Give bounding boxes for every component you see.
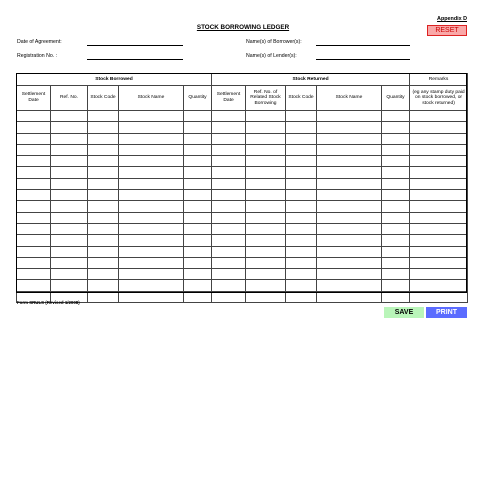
table-cell[interactable] xyxy=(212,246,246,257)
table-cell[interactable] xyxy=(51,269,88,280)
table-cell[interactable] xyxy=(88,201,119,212)
table-row xyxy=(17,111,468,122)
table-cell[interactable] xyxy=(286,212,317,223)
table-cell[interactable] xyxy=(317,178,382,189)
table-cell[interactable] xyxy=(212,133,246,144)
table-cell[interactable] xyxy=(88,280,119,291)
table-cell[interactable] xyxy=(212,190,246,201)
table-cell[interactable] xyxy=(119,133,184,144)
table-cell[interactable] xyxy=(410,269,468,280)
lenders-label: Name(s) of Lender(s): xyxy=(246,53,297,59)
table-row xyxy=(17,167,468,178)
table-cell[interactable] xyxy=(119,190,184,201)
table-cell[interactable] xyxy=(88,178,119,189)
col-borrowed-quantity: Quantity xyxy=(184,86,212,111)
table-cell[interactable] xyxy=(410,133,468,144)
table-cell[interactable] xyxy=(382,280,410,291)
table-cell[interactable] xyxy=(410,201,468,212)
table-cell[interactable] xyxy=(184,235,212,246)
table-cell[interactable] xyxy=(184,201,212,212)
table-cell[interactable] xyxy=(410,144,468,155)
table-cell[interactable] xyxy=(246,144,286,155)
table-cell[interactable] xyxy=(286,111,317,122)
table-cell[interactable] xyxy=(184,212,212,223)
table-row xyxy=(17,144,468,155)
table-cell[interactable] xyxy=(382,201,410,212)
table-cell[interactable] xyxy=(51,144,88,155)
table-cell[interactable] xyxy=(286,246,317,257)
table-cell[interactable] xyxy=(184,122,212,133)
table-cell[interactable] xyxy=(88,257,119,268)
table-cell[interactable] xyxy=(184,223,212,234)
table-cell[interactable] xyxy=(246,280,286,291)
table-cell[interactable] xyxy=(184,111,212,122)
table-cell[interactable] xyxy=(246,122,286,133)
table-cell[interactable] xyxy=(246,190,286,201)
table-cell[interactable] xyxy=(184,167,212,178)
table-cell[interactable] xyxy=(212,201,246,212)
table-cell[interactable] xyxy=(119,111,184,122)
table-cell[interactable] xyxy=(51,122,88,133)
table-cell[interactable] xyxy=(410,111,468,122)
table-cell[interactable] xyxy=(212,291,246,302)
column-header-row xyxy=(17,86,468,111)
table-row xyxy=(17,178,468,189)
table-cell[interactable] xyxy=(317,223,382,234)
table-cell[interactable] xyxy=(286,291,317,302)
table-cell[interactable] xyxy=(17,144,51,155)
table-cell[interactable] xyxy=(17,246,51,257)
table-cell[interactable] xyxy=(212,156,246,167)
table-cell[interactable] xyxy=(184,291,212,302)
table-cell[interactable] xyxy=(184,178,212,189)
table-cell[interactable] xyxy=(184,280,212,291)
table-row xyxy=(17,235,468,246)
table-cell[interactable] xyxy=(212,144,246,155)
table-cell[interactable] xyxy=(212,235,246,246)
table-cell[interactable] xyxy=(246,201,286,212)
table-cell[interactable] xyxy=(286,201,317,212)
table-cell[interactable] xyxy=(382,223,410,234)
table-cell[interactable] xyxy=(317,122,382,133)
table-cell[interactable] xyxy=(410,235,468,246)
table-cell[interactable] xyxy=(382,212,410,223)
table-cell[interactable] xyxy=(51,257,88,268)
table-cell[interactable] xyxy=(317,190,382,201)
table-cell[interactable] xyxy=(410,291,468,302)
col-returned-stock-code: Stock Code xyxy=(286,86,317,111)
table-cell[interactable] xyxy=(119,156,184,167)
table-cell[interactable] xyxy=(246,111,286,122)
table-cell[interactable] xyxy=(286,235,317,246)
table-row xyxy=(17,223,468,234)
table-row xyxy=(17,257,468,268)
table-row xyxy=(17,201,468,212)
registration-no-field[interactable] xyxy=(87,59,183,60)
table-cell[interactable] xyxy=(212,257,246,268)
table-cell[interactable] xyxy=(17,201,51,212)
table-cell[interactable] xyxy=(317,144,382,155)
table-cell[interactable] xyxy=(410,178,468,189)
table-cell[interactable] xyxy=(286,178,317,189)
table-cell[interactable] xyxy=(51,246,88,257)
table-row xyxy=(17,246,468,257)
table-cell[interactable] xyxy=(17,167,51,178)
table-cell[interactable] xyxy=(382,190,410,201)
table-cell[interactable] xyxy=(17,212,51,223)
col-returned-settlement-date: Settlement Date xyxy=(212,86,246,111)
table-cell[interactable] xyxy=(317,133,382,144)
table-cell[interactable] xyxy=(286,144,317,155)
borrowers-field[interactable] xyxy=(316,45,410,46)
table-cell[interactable] xyxy=(382,122,410,133)
table-cell[interactable] xyxy=(88,190,119,201)
group-stock-borrowed: Stock Borrowed xyxy=(17,74,212,86)
table-row xyxy=(17,280,468,291)
group-header-row xyxy=(17,74,468,86)
table-cell[interactable] xyxy=(410,280,468,291)
borrowers-label: Name(s) of Borrower(s): xyxy=(246,39,302,45)
table-cell[interactable] xyxy=(317,167,382,178)
table-cell[interactable] xyxy=(17,223,51,234)
table-cell[interactable] xyxy=(246,257,286,268)
table-cell[interactable] xyxy=(88,212,119,223)
table-cell[interactable] xyxy=(286,167,317,178)
table-cell[interactable] xyxy=(410,246,468,257)
table-cell[interactable] xyxy=(410,156,468,167)
table-cell[interactable] xyxy=(212,269,246,280)
print-button[interactable]: PRINT xyxy=(426,307,467,318)
table-cell[interactable] xyxy=(119,269,184,280)
table-cell[interactable] xyxy=(119,280,184,291)
table-cell[interactable] xyxy=(212,111,246,122)
table-cell[interactable] xyxy=(119,122,184,133)
table-cell[interactable] xyxy=(382,257,410,268)
table-cell[interactable] xyxy=(246,291,286,302)
save-button[interactable]: SAVE xyxy=(384,307,424,318)
table-cell[interactable] xyxy=(88,223,119,234)
col-borrowed-settlement-date: Settlement Date xyxy=(17,86,51,111)
table-cell[interactable] xyxy=(17,235,51,246)
table-cell[interactable] xyxy=(286,133,317,144)
table-cell[interactable] xyxy=(410,257,468,268)
table-cell[interactable] xyxy=(88,167,119,178)
table-cell[interactable] xyxy=(184,246,212,257)
table-cell[interactable] xyxy=(382,246,410,257)
table-cell[interactable] xyxy=(246,212,286,223)
table-cell[interactable] xyxy=(410,122,468,133)
table-cell[interactable] xyxy=(286,269,317,280)
table-cell[interactable] xyxy=(184,269,212,280)
table-cell[interactable] xyxy=(317,291,382,302)
table-cell[interactable] xyxy=(286,257,317,268)
col-remarks-note: (eg any stamp duty paid on stock borrowed, or stock returned) xyxy=(410,86,468,111)
table-cell[interactable] xyxy=(184,257,212,268)
appendix-label: Appendix D xyxy=(437,16,467,22)
table-cell[interactable] xyxy=(410,212,468,223)
table-cell[interactable] xyxy=(246,178,286,189)
table-cell[interactable] xyxy=(382,156,410,167)
table-cell[interactable] xyxy=(410,190,468,201)
table-cell[interactable] xyxy=(51,223,88,234)
table-cell[interactable] xyxy=(212,223,246,234)
table-cell[interactable] xyxy=(286,190,317,201)
table-cell[interactable] xyxy=(88,269,119,280)
table-cell[interactable] xyxy=(246,223,286,234)
ledger-table xyxy=(16,73,468,303)
table-cell[interactable] xyxy=(286,122,317,133)
table-cell[interactable] xyxy=(382,291,410,302)
table-cell[interactable] xyxy=(286,156,317,167)
table-cell[interactable] xyxy=(119,257,184,268)
table-cell[interactable] xyxy=(246,167,286,178)
table-cell[interactable] xyxy=(382,235,410,246)
table-cell[interactable] xyxy=(410,223,468,234)
table-cell[interactable] xyxy=(17,156,51,167)
group-remarks: Remarks xyxy=(410,74,468,86)
date-of-agreement-field[interactable] xyxy=(87,45,183,46)
table-cell[interactable] xyxy=(51,167,88,178)
table-cell[interactable] xyxy=(88,133,119,144)
table-cell[interactable] xyxy=(17,190,51,201)
table-cell[interactable] xyxy=(382,133,410,144)
table-cell[interactable] xyxy=(317,246,382,257)
col-returned-stock-name: Stock Name xyxy=(317,86,382,111)
table-cell[interactable] xyxy=(184,133,212,144)
table-cell[interactable] xyxy=(212,167,246,178)
table-cell[interactable] xyxy=(246,133,286,144)
table-cell[interactable] xyxy=(119,223,184,234)
table-row xyxy=(17,133,468,144)
table-cell[interactable] xyxy=(317,269,382,280)
table-cell[interactable] xyxy=(246,156,286,167)
table-cell[interactable] xyxy=(51,133,88,144)
group-stock-returned: Stock Returned xyxy=(212,74,410,86)
table-cell[interactable] xyxy=(119,235,184,246)
table-cell[interactable] xyxy=(317,280,382,291)
col-returned-ref-no: Ref. No. of Related Stock Borrowing xyxy=(246,86,286,111)
table-cell[interactable] xyxy=(317,156,382,167)
table-cell[interactable] xyxy=(51,235,88,246)
table-cell[interactable] xyxy=(246,269,286,280)
table-cell[interactable] xyxy=(51,190,88,201)
table-cell[interactable] xyxy=(88,291,119,302)
table-cell[interactable] xyxy=(88,246,119,257)
table-cell[interactable] xyxy=(246,235,286,246)
table-cell[interactable] xyxy=(317,111,382,122)
table-cell[interactable] xyxy=(212,280,246,291)
form-number: Form SRULS (Revised 1/2008) xyxy=(17,300,80,305)
table-cell[interactable] xyxy=(212,212,246,223)
table-row xyxy=(17,122,468,133)
table-cell[interactable] xyxy=(51,212,88,223)
table-cell[interactable] xyxy=(51,178,88,189)
table-cell[interactable] xyxy=(212,122,246,133)
table-cell[interactable] xyxy=(51,156,88,167)
table-cell[interactable] xyxy=(17,178,51,189)
table-cell[interactable] xyxy=(119,212,184,223)
table-cell[interactable] xyxy=(51,201,88,212)
table-cell[interactable] xyxy=(184,144,212,155)
table-cell[interactable] xyxy=(119,178,184,189)
table-cell[interactable] xyxy=(17,133,51,144)
table-row xyxy=(17,156,468,167)
table-cell[interactable] xyxy=(17,257,51,268)
table-cell[interactable] xyxy=(317,257,382,268)
table-cell[interactable] xyxy=(119,201,184,212)
col-borrowed-stock-code: Stock Code xyxy=(88,86,119,111)
table-cell[interactable] xyxy=(88,122,119,133)
table-row xyxy=(17,190,468,201)
table-cell[interactable] xyxy=(317,201,382,212)
page-title: STOCK BORROWING LEDGER xyxy=(196,24,290,31)
table-cell[interactable] xyxy=(184,190,212,201)
table-cell[interactable] xyxy=(382,111,410,122)
table-cell[interactable] xyxy=(51,280,88,291)
registration-no-label: Registration No. : xyxy=(17,53,58,59)
reset-button[interactable]: RESET xyxy=(427,25,467,36)
col-returned-quantity: Quantity xyxy=(382,86,410,111)
table-cell[interactable] xyxy=(317,235,382,246)
table-cell[interactable] xyxy=(119,291,184,302)
lenders-field[interactable] xyxy=(316,59,410,60)
table-row xyxy=(17,291,468,302)
table-cell[interactable] xyxy=(184,156,212,167)
table-cell[interactable] xyxy=(17,111,51,122)
table-cell[interactable] xyxy=(51,111,88,122)
table-cell[interactable] xyxy=(88,156,119,167)
table-cell[interactable] xyxy=(286,280,317,291)
table-cell[interactable] xyxy=(382,144,410,155)
table-cell[interactable] xyxy=(317,212,382,223)
table-cell[interactable] xyxy=(382,178,410,189)
table-cell[interactable] xyxy=(17,269,51,280)
table-cell[interactable] xyxy=(88,144,119,155)
table-cell[interactable] xyxy=(382,167,410,178)
table-cell[interactable] xyxy=(119,246,184,257)
table-cell[interactable] xyxy=(88,111,119,122)
table-cell[interactable] xyxy=(17,122,51,133)
table-cell[interactable] xyxy=(119,144,184,155)
col-borrowed-ref-no: Ref. No. xyxy=(51,86,88,111)
table-cell[interactable] xyxy=(119,167,184,178)
table-cell[interactable] xyxy=(382,269,410,280)
table-cell[interactable] xyxy=(246,246,286,257)
date-of-agreement-label: Date of Agreement: xyxy=(17,39,62,45)
table-cell[interactable] xyxy=(88,235,119,246)
table-cell[interactable] xyxy=(17,280,51,291)
table-row xyxy=(17,212,468,223)
table-cell[interactable] xyxy=(410,167,468,178)
table-cell[interactable] xyxy=(212,178,246,189)
table-row xyxy=(17,269,468,280)
col-borrowed-stock-name: Stock Name xyxy=(119,86,184,111)
table-cell[interactable] xyxy=(286,223,317,234)
